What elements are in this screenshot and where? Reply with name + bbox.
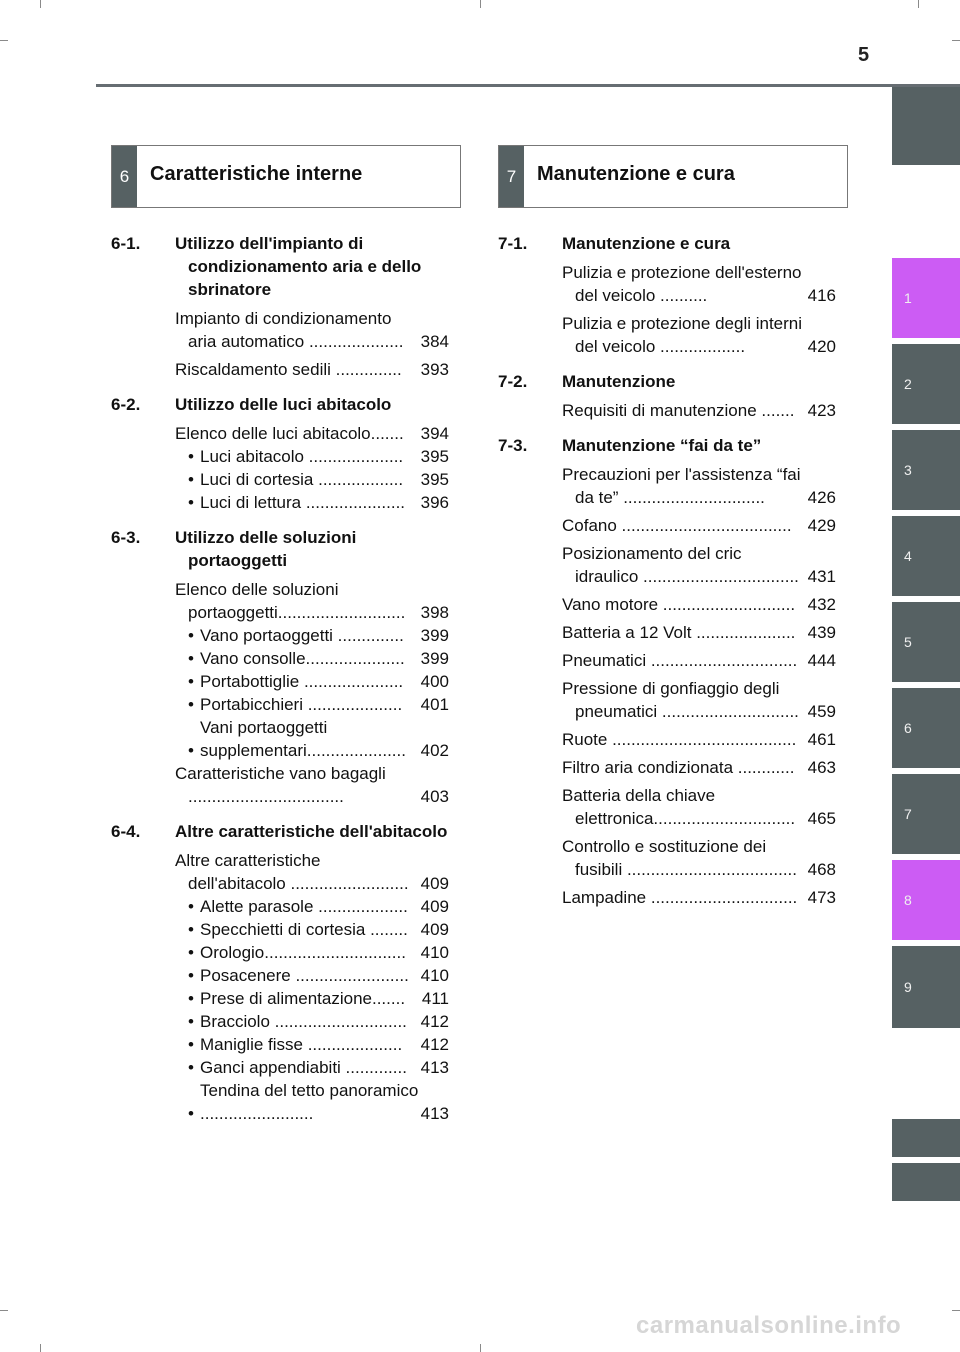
page-ref: 402 <box>420 741 449 760</box>
toc-entry[interactable] <box>111 578 449 624</box>
subentry-text: Vano consolle..................... <box>200 649 405 668</box>
page-ref: 399 <box>420 626 449 645</box>
toc-subentry[interactable] <box>111 1056 449 1079</box>
page-ref: 412 <box>420 1012 449 1031</box>
page-ref: 413 <box>420 1104 449 1123</box>
section-title: Caratteristiche interne <box>150 163 363 185</box>
page-ref: 444 <box>807 651 836 670</box>
toc-subentry[interactable] <box>111 1079 449 1125</box>
bullet-icon: • <box>188 672 194 691</box>
subentry-text: Prese di alimentazione....... <box>200 989 406 1008</box>
subentry-text: Alette parasole ................... <box>200 897 408 916</box>
subentry-text: Bracciolo ............................ <box>200 1012 407 1031</box>
page-ref: 409 <box>420 897 449 916</box>
page-ref: 465 <box>807 809 836 828</box>
section-number: 7 <box>499 146 524 207</box>
subentry-text: Luci di lettura ..................... <box>200 493 406 512</box>
page-ref: 410 <box>420 943 449 962</box>
toc-entry[interactable] <box>111 762 449 808</box>
toc-entry[interactable] <box>498 886 836 909</box>
toc-entry[interactable] <box>498 261 836 307</box>
crop-mark <box>40 0 41 8</box>
entry-text: Precauzioni per l'assistenza “fai da te” .............................. <box>562 465 801 507</box>
subentry-text: Tendina del tetto panoramico ........................ <box>200 1081 419 1123</box>
bullet-icon: • <box>188 1058 194 1077</box>
chapter-heading[interactable] <box>498 370 836 393</box>
page-ref: 409 <box>420 920 449 939</box>
bullet-icon: • <box>188 943 194 962</box>
subentry-text: Orologio.............................. <box>200 943 406 962</box>
toc-entry[interactable] <box>498 514 836 537</box>
crop-mark <box>952 40 960 41</box>
entry-text: Posizionamento del cric idraulico ................................. <box>562 544 799 586</box>
bullet-icon: • <box>188 470 194 489</box>
toc-column-left <box>111 232 449 1137</box>
toc-chapter <box>111 526 449 808</box>
page-ref: 396 <box>420 493 449 512</box>
chapter-title: Utilizzo delle luci abitacolo <box>175 395 392 414</box>
entry-text: Ruote ....................................... <box>562 730 797 749</box>
watermark: carmanualsonline.info <box>636 1312 902 1339</box>
bullet-icon: • <box>188 1012 194 1031</box>
side-tab-index-2[interactable] <box>892 1163 960 1201</box>
subentry-text: Portabicchieri .................... <box>200 695 403 714</box>
toc-chapter <box>111 232 449 381</box>
page-ref: 403 <box>420 787 449 806</box>
entry-text: Riscaldamento sedili .............. <box>175 360 402 379</box>
entry-text: Cofano .................................... <box>562 516 792 535</box>
bullet-icon: • <box>188 447 194 466</box>
chapter-title: Altre caratteristiche dell'abitacolo <box>175 822 448 841</box>
toc-entry[interactable] <box>111 358 449 381</box>
page-ref: 412 <box>420 1035 449 1054</box>
chapter-heading[interactable] <box>111 393 449 416</box>
subentry-text: Vani portaoggetti supplementari..................... <box>200 718 406 760</box>
toc-entry[interactable] <box>498 621 836 644</box>
chapter-title: Manutenzione e cura <box>562 234 731 253</box>
entry-text: Lampadine ............................... <box>562 888 798 907</box>
toc-entry[interactable] <box>498 784 836 830</box>
subentry-text: Portabottiglie ..................... <box>200 672 404 691</box>
entry-text: Elenco delle luci abitacolo....... <box>175 424 404 443</box>
side-tab-3[interactable]: 3 <box>892 430 960 510</box>
bullet-icon: • <box>188 989 194 1008</box>
toc-subentry[interactable] <box>111 918 449 941</box>
chapter-number: 6-1. <box>111 234 141 253</box>
crop-mark <box>480 1344 481 1352</box>
page-ref: 439 <box>807 623 836 642</box>
toc-subentry[interactable] <box>111 716 449 762</box>
subentry-text: Vano portaoggetti .............. <box>200 626 404 645</box>
subentry-text: Luci abitacolo .................... <box>200 447 404 466</box>
toc-column-right <box>498 232 836 921</box>
page-ref: 384 <box>420 332 449 351</box>
side-tab-7[interactable]: 7 <box>892 774 960 854</box>
bullet-icon: • <box>188 966 194 985</box>
page-ref: 395 <box>420 470 449 489</box>
bullet-icon: • <box>188 1035 194 1054</box>
toc-entry[interactable] <box>498 312 836 358</box>
toc-subentry[interactable] <box>111 1010 449 1033</box>
crop-mark <box>0 40 8 41</box>
chapter-number: 6-3. <box>111 528 141 547</box>
page-number: 5 <box>858 44 870 66</box>
entry-text: Pneumatici ............................... <box>562 651 798 670</box>
entry-text: Requisiti di manutenzione ....... <box>562 401 795 420</box>
toc-entry[interactable] <box>498 756 836 779</box>
side-tab-2[interactable]: 2 <box>892 344 960 424</box>
toc-subentry[interactable] <box>111 941 449 964</box>
toc-subentry[interactable] <box>111 964 449 987</box>
side-tab-blank[interactable] <box>892 87 960 165</box>
side-tab-4[interactable]: 4 <box>892 516 960 596</box>
toc-chapter <box>498 370 836 422</box>
bullet-icon: • <box>188 920 194 939</box>
toc-entry[interactable] <box>498 835 836 881</box>
bullet-icon: • <box>188 493 194 512</box>
toc-entry[interactable] <box>498 593 836 616</box>
toc-entry[interactable] <box>498 677 836 723</box>
toc-subentry[interactable] <box>111 1033 449 1056</box>
toc-chapter <box>498 434 836 909</box>
page-ref: 401 <box>420 695 449 714</box>
crop-mark <box>40 1344 41 1352</box>
bullet-icon: • <box>188 649 194 668</box>
toc-subentry[interactable] <box>111 491 449 514</box>
side-tab-1[interactable]: 1 <box>892 258 960 338</box>
page-ref: 410 <box>420 966 449 985</box>
section-number: 6 <box>112 146 137 207</box>
page-ref: 432 <box>807 595 836 614</box>
crop-mark <box>918 0 919 8</box>
subentry-text: Specchietti di cortesia ........ <box>200 920 408 939</box>
toc-subentry[interactable] <box>111 624 449 647</box>
toc-entry[interactable] <box>498 649 836 672</box>
chapter-number: 7-2. <box>498 372 528 391</box>
crop-mark <box>952 1310 960 1311</box>
subentry-text: Maniglie fisse .................... <box>200 1035 403 1054</box>
page-ref: 473 <box>807 888 836 907</box>
page-ref: 463 <box>807 758 836 777</box>
subentry-text: Luci di cortesia .................. <box>200 470 404 489</box>
entry-text: Batteria a 12 Volt ..................... <box>562 623 796 642</box>
page-ref: 416 <box>807 286 836 305</box>
chapter-title: Manutenzione <box>562 372 676 391</box>
toc-subentry[interactable] <box>111 445 449 468</box>
page-ref: 468 <box>807 860 836 879</box>
entry-text: Batteria della chiave elettronica.............................. <box>562 786 796 828</box>
page-ref: 413 <box>420 1058 449 1077</box>
header-rule <box>96 84 960 87</box>
toc-chapter <box>498 232 836 358</box>
chapter-title: Utilizzo delle soluzioni portaoggetti <box>175 528 357 570</box>
bullet-icon: • <box>188 626 194 645</box>
page-ref: 395 <box>420 447 449 466</box>
page-ref: 431 <box>807 567 836 586</box>
bullet-icon: • <box>188 741 194 760</box>
page-ref: 411 <box>421 989 449 1008</box>
section-header-6 <box>111 145 461 208</box>
chapter-heading[interactable] <box>111 820 449 843</box>
chapter-number: 6-4. <box>111 822 141 841</box>
entry-text: Elenco delle soluzioni portaoggetti........................... <box>175 580 406 622</box>
toc-entry[interactable] <box>498 542 836 588</box>
chapter-heading[interactable] <box>498 232 836 255</box>
entry-text: Vano motore ............................ <box>562 595 796 614</box>
bullet-icon: • <box>188 695 194 714</box>
toc-entry[interactable] <box>111 307 449 353</box>
toc-subentry[interactable] <box>111 987 449 1010</box>
entry-text: Controllo e sostituzione dei fusibili .................................... <box>562 837 797 879</box>
toc-subentry[interactable] <box>111 468 449 491</box>
page-ref: 398 <box>420 603 449 622</box>
chapter-number: 7-1. <box>498 234 528 253</box>
toc-subentry[interactable] <box>111 670 449 693</box>
entry-text: Impianto di condizionamento aria automatico .................... <box>175 309 404 351</box>
entry-text: Filtro aria condizionata ............ <box>562 758 795 777</box>
entry-text: Pulizia e protezione dell'esterno del veicolo .......... <box>562 263 802 305</box>
toc-entry[interactable] <box>498 728 836 751</box>
subentry-text: Posacenere ........................ <box>200 966 409 985</box>
toc-entry[interactable] <box>498 399 836 422</box>
chapter-number: 7-3. <box>498 436 528 455</box>
bullet-icon: • <box>188 897 194 916</box>
crop-mark <box>480 0 481 8</box>
chapter-heading[interactable] <box>111 232 449 301</box>
side-tab-8[interactable]: 8 <box>892 860 960 940</box>
page-ref: 461 <box>807 730 836 749</box>
entry-text: Pressione di gonfiaggio degli pneumatici ............................. <box>562 679 799 721</box>
toc-chapter <box>111 393 449 514</box>
chapter-heading[interactable] <box>498 434 836 457</box>
page-ref: 394 <box>420 424 449 443</box>
subentry-text: Ganci appendiabiti ............. <box>200 1058 407 1077</box>
toc-entry[interactable] <box>111 849 449 895</box>
crop-mark <box>0 1310 8 1311</box>
page-ref: 393 <box>420 360 449 379</box>
page-ref: 426 <box>807 488 836 507</box>
toc-subentry[interactable] <box>111 895 449 918</box>
toc-entry[interactable] <box>498 463 836 509</box>
side-tab-6[interactable]: 6 <box>892 688 960 768</box>
section-title: Manutenzione e cura <box>537 163 735 185</box>
page-ref: 429 <box>807 516 836 535</box>
page-ref: 423 <box>807 401 836 420</box>
page-ref: 400 <box>420 672 449 691</box>
chapter-title: Utilizzo dell'impianto di condizionamento aria e dello sbrinatore <box>175 234 422 299</box>
page-ref: 459 <box>807 702 836 721</box>
bullet-icon: • <box>188 1104 194 1123</box>
entry-text: Caratteristiche vano bagagli ................................. <box>175 764 386 806</box>
toc-subentry[interactable] <box>111 693 449 716</box>
chapter-heading[interactable] <box>111 526 449 572</box>
entry-text: Altre caratteristiche dell'abitacolo ......................... <box>175 851 409 893</box>
side-tab-index[interactable] <box>892 1119 960 1157</box>
page-ref: 420 <box>807 337 836 356</box>
chapter-number: 6-2. <box>111 395 141 414</box>
page-ref: 399 <box>420 649 449 668</box>
toc-entry[interactable] <box>111 422 449 445</box>
side-tab-9[interactable]: 9 <box>892 946 960 1028</box>
toc-chapter <box>111 820 449 1125</box>
section-header-7 <box>498 145 848 208</box>
page-ref: 409 <box>420 874 449 893</box>
chapter-title: Manutenzione “fai da te” <box>562 436 762 455</box>
side-tab-5[interactable]: 5 <box>892 602 960 682</box>
toc-subentry[interactable] <box>111 647 449 670</box>
entry-text: Pulizia e protezione degli interni del veicolo .................. <box>562 314 803 356</box>
